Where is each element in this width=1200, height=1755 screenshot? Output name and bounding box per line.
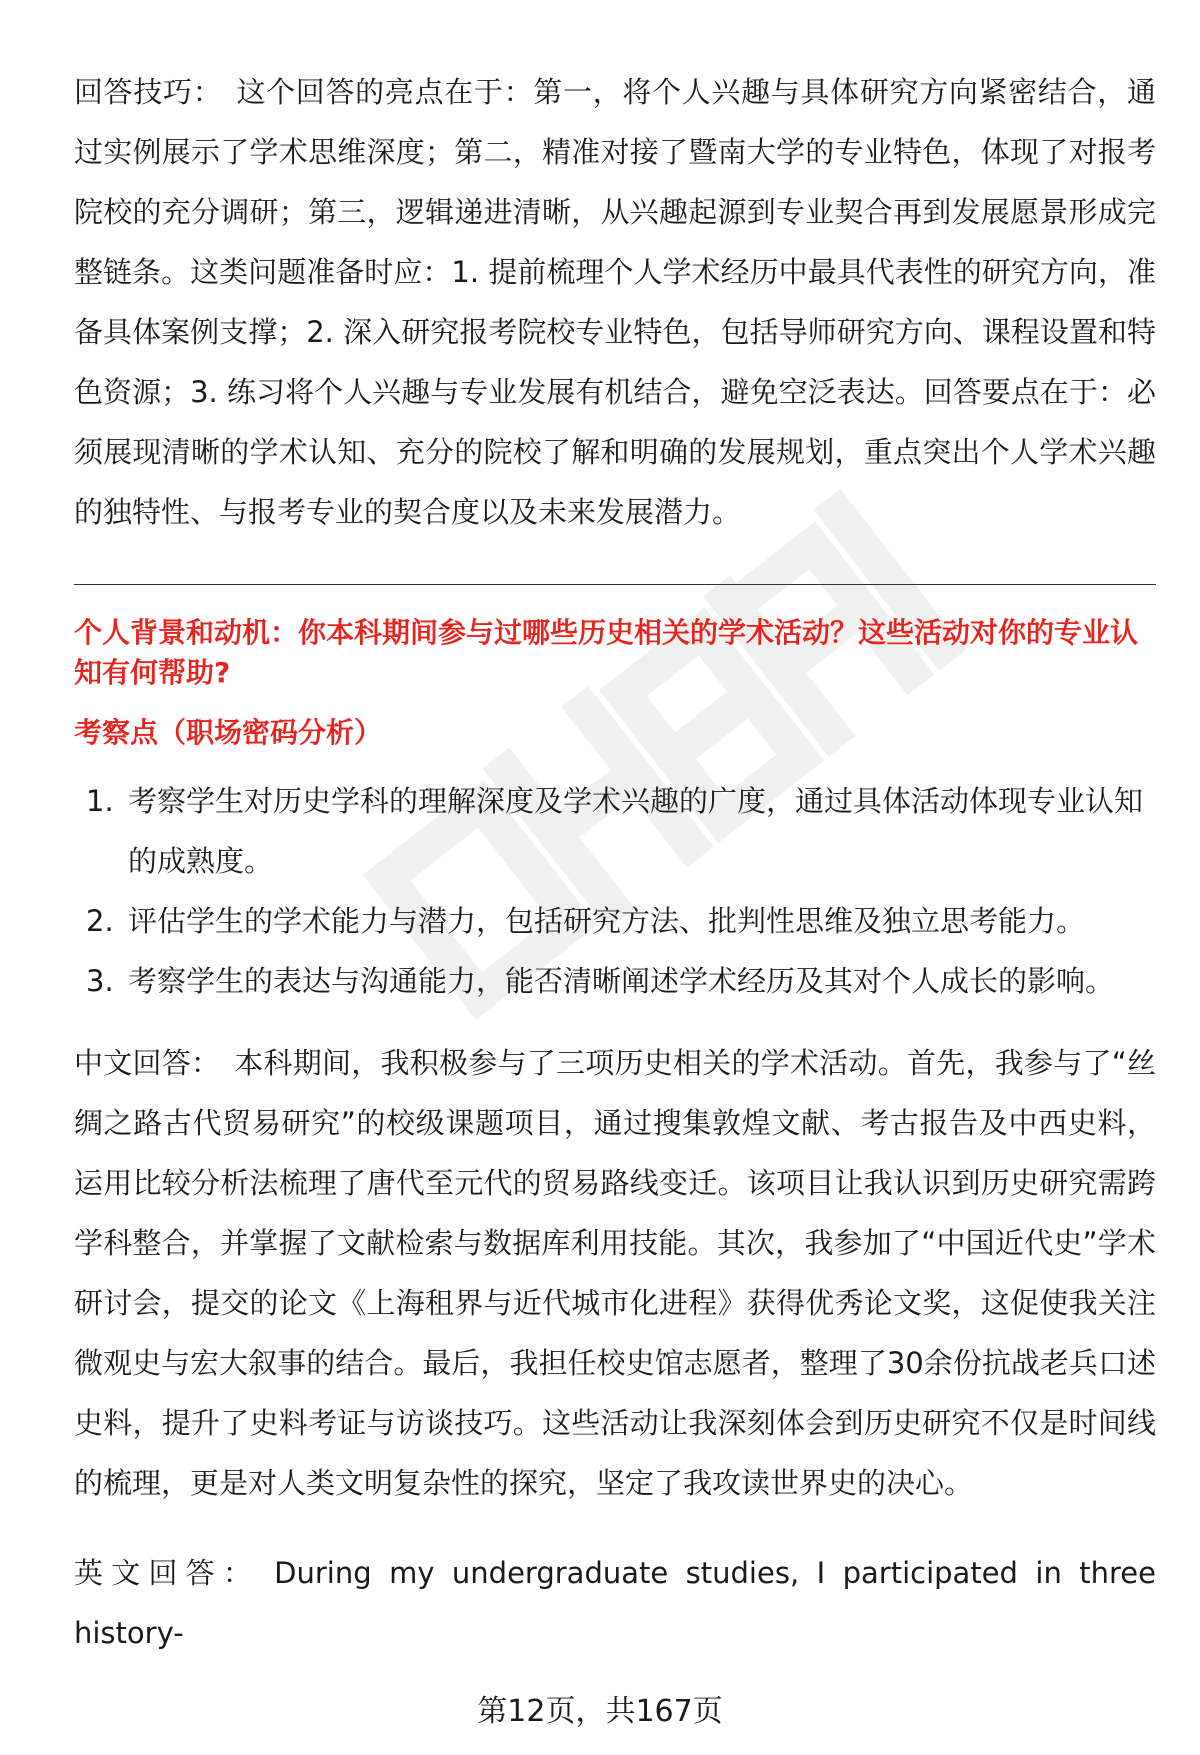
answer-tips-label: 回答技巧： — [74, 75, 223, 109]
list-item-number: 1. — [86, 784, 114, 818]
answer-tips-text: 这个回答的亮点在于：第一，将个人兴趣与具体研究方向紧密结合，通过实例展示了学术思维深度；第二，精准对接了暨南大学的专业特色，体现了对报考院校的充分调研；第三，逻辑递进清晰，从兴趣起源到专业契合再到发展愿景形成完整链条。这类问题准备时应：1. 提前梳理个人学术经历中最具代表性的研究方向，准备具体案例支撑；2. 深入研究报考院校专业特色，包括导师研究方向、课程设置和特色资源；3. 练习将个人兴趣与专业发展有机结合，避免空泛表达。回答要点在于：必须展现清晰的学术认知、充分的院校了解和明确的发展规划，重点突出个人学术兴趣的独特性、与报考专业的契合度以及未来发展潜力。 — [74, 75, 1156, 529]
chinese-answer-paragraph — [74, 1033, 1156, 1513]
exam-points-list — [74, 771, 1156, 1011]
english-answer-paragraph — [74, 1543, 1156, 1663]
list-item-text: 评估学生的学术能力与潜力，包括研究方法、批判性思维及独立思考能力。 — [128, 904, 1086, 938]
list-item — [74, 771, 1156, 891]
list-item — [74, 891, 1156, 951]
page-footer: 第12页，共167页 — [477, 1694, 723, 1729]
chinese-answer-label: 中文回答： — [74, 1046, 221, 1080]
document-page — [74, 62, 1156, 1663]
section-divider — [74, 584, 1156, 585]
list-item — [74, 951, 1156, 1011]
question-heading: 个人背景和动机：你本科期间参与过哪些历史相关的学术活动？这些活动对你的专业认知有何帮助? — [74, 616, 1139, 689]
english-answer-text: During my undergraduate studies, I participated in three history- — [74, 1556, 1156, 1650]
answer-tips-paragraph — [74, 62, 1156, 542]
list-item-number: 3. — [86, 964, 114, 998]
list-item-text: 考察学生的表达与沟通能力，能否清晰阐述学术经历及其对个人成长的影响。 — [128, 964, 1115, 998]
exam-points-heading: 考察点（职场密码分析） — [74, 716, 383, 749]
paragraph-gap — [74, 1513, 1156, 1543]
list-item-number: 2. — [86, 904, 114, 938]
english-answer-label: 英文回答： — [74, 1556, 261, 1590]
list-item-text: 考察学生对历史学科的理解深度及学术兴趣的广度，通过具体活动体现专业认知的成熟度。 — [128, 784, 1144, 878]
chinese-answer-text: 本科期间，我积极参与了三项历史相关的学术活动。首先，我参与了“丝绸之路古代贸易研究”的校级课题项目，通过搜集敦煌文献、考古报告及中西史料，运用比较分析法梳理了唐代至元代的贸易路线变迁。该项目让我认识到历史研究需跨学科整合，并掌握了文献检索与数据库利用技能。其次，我参加了“中国近代史”学术研讨会，提交的论文《上海租界与近代城市化进程》获得优秀论文奖，这促使我关注微观史与宏大叙事的结合。最后，我担任校史馆志愿者，整理了30余份抗战老兵口述史料，提升了史料考证与访谈技巧。这些活动让我深刻体会到历史研究不仅是时间线的梳理，更是对人类文明复杂性的探究，坚定了我攻读世界史的决心。 — [74, 1046, 1156, 1500]
